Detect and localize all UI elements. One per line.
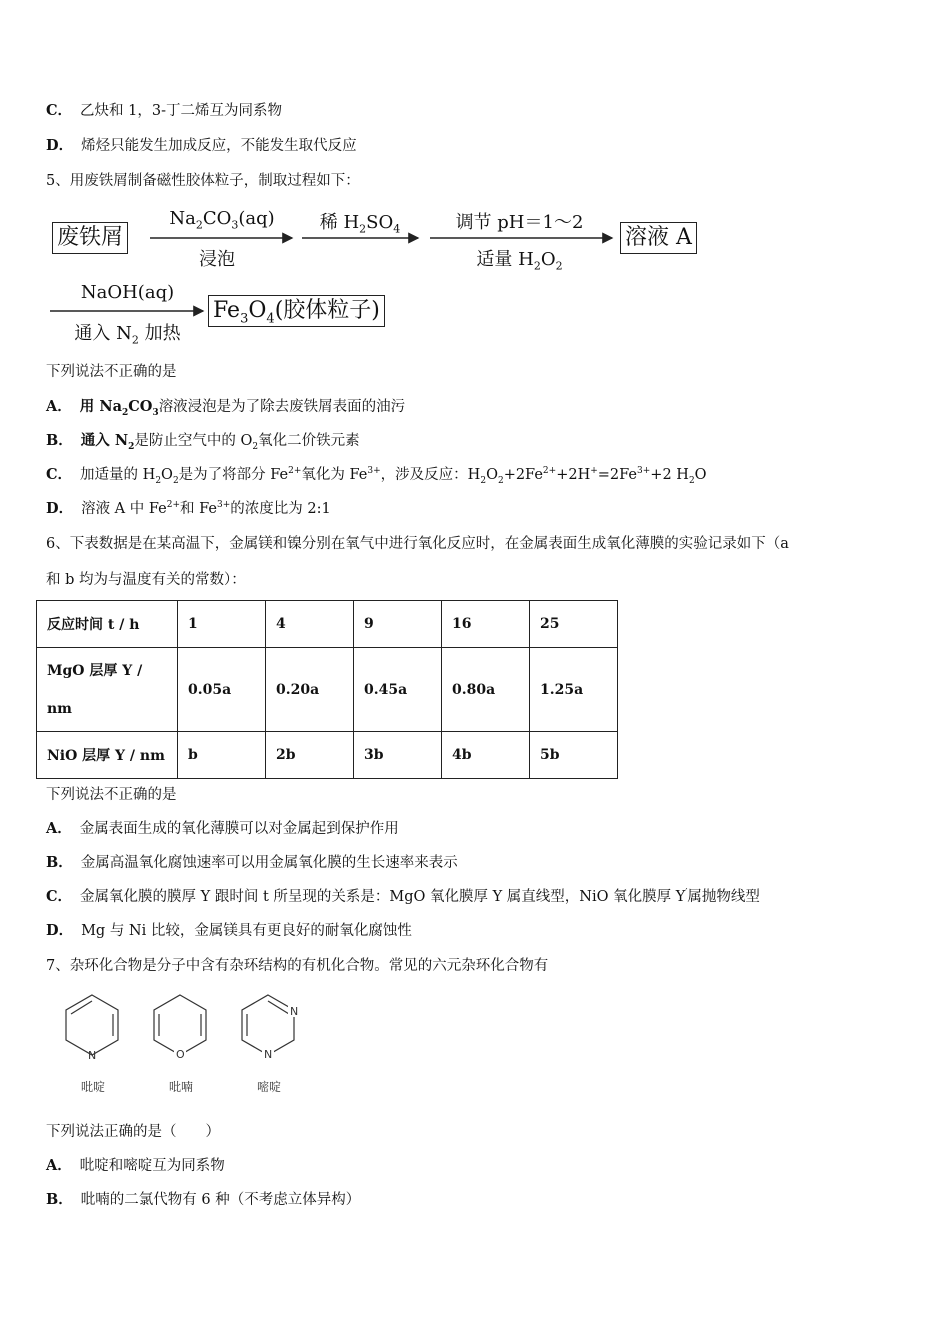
arrow2-top-label: 稀 $H_2SO_4$: [319, 212, 401, 236]
arrow3-top-label: 调节 pH＝1～2: [455, 212, 584, 233]
table-cell: 0.20a: [266, 648, 354, 732]
table-cell: 4b: [442, 732, 530, 779]
arrow3-bottom-label: 适量 $H_2O_2$: [476, 249, 563, 273]
question-6-stem-1: 6、下表数据是在某高温下，金属镁和镍分别在氧气中进行氧化反应时，在金属表面生成氧化薄膜的实验记录如下（a: [46, 536, 789, 552]
table-cell: b: [178, 732, 266, 779]
table-header-cell: 25: [530, 601, 618, 648]
q7-option-b: B． 吡喃的二氯代物有 6 种（不考虑立体异构）: [46, 1191, 361, 1208]
scheme-box-fe3o4: $Fe_3O_4$(胶体粒子): [208, 295, 385, 327]
table-header-cell: 4: [266, 601, 354, 648]
pyrimidine-n-atom-1: N: [290, 1005, 299, 1018]
table-header-cell: 1: [178, 601, 266, 648]
q5-option-b: B． 通入 $N_2$是防止空气中的 $O_2$氧化二价铁元素: [46, 432, 360, 452]
arrow1-bottom-label: 浸泡: [199, 249, 235, 270]
table-header-cell: 16: [442, 601, 530, 648]
q7-option-a: A． 吡啶和嘧啶互为同系物: [46, 1157, 225, 1174]
table-header-cell: 9: [354, 601, 442, 648]
table-cell: 2b: [266, 732, 354, 779]
table-cell: 1.25a: [530, 648, 618, 732]
pyran-o-atom: O: [176, 1048, 185, 1061]
scheme-arrows: [0, 0, 950, 360]
table-row-label: NiO 层厚 Y / nm: [37, 732, 178, 779]
q6-option-c: C． 金属氧化膜的膜厚 Y 跟时间 t 所呈现的关系是：MgO 氧化膜厚 Y 属直线型，NiO 氧化膜厚 Y′属抛物线型: [46, 888, 760, 905]
question-7-ask: 下列说法正确的是（ ）: [46, 1124, 220, 1140]
scheme-box-scrap-iron: 废铁屑: [52, 222, 128, 254]
pyran-label: 吡喃: [168, 1080, 193, 1094]
table-cell: 3b: [354, 732, 442, 779]
table-header-cell: 反应时间 t / h: [37, 601, 178, 648]
pyrimidine-structure: [242, 995, 294, 1055]
pyrimidine-label: 嘧啶: [256, 1080, 281, 1094]
oxide-thickness-table: [36, 600, 618, 779]
table-row: [37, 732, 618, 779]
table-cell: 0.45a: [354, 648, 442, 732]
arrow1-top-label: $Na_2CO_3(aq)$: [169, 208, 275, 232]
option-d-prev: D． 烯烃只能发生加成反应，不能发生取代反应: [46, 137, 357, 154]
table-cell: 0.05a: [178, 648, 266, 732]
question-7-stem: 7、杂环化合物是分子中含有杂环结构的有机化合物。常见的六元杂环化合物有: [46, 958, 549, 974]
q6-option-b: B． 金属高温氧化腐蚀速率可以用金属氧化膜的生长速率来表示: [46, 854, 458, 871]
pyridine-n-atom: N: [88, 1049, 97, 1062]
pyridine-label: 吡啶: [80, 1080, 105, 1094]
question-5-ask: 下列说法不正确的是: [46, 364, 177, 380]
arrow4-bottom-label: 通入 $N_2$ 加热: [74, 323, 181, 347]
question-6-stem-2: 和 b 均为与温度有关的常数）：: [46, 572, 246, 588]
option-c-prev: C． 乙炔和 1，3-丁二烯互为同系物: [46, 102, 283, 119]
table-header-row: [37, 601, 618, 648]
q5-option-a: A． 用 $Na_2CO_3$溶液浸泡是为了除去废铁屑表面的油污: [46, 398, 406, 418]
q5-option-d: D． 溶液 A 中 $Fe^{2+}$和 $Fe^{3+}$的浓度比为 2:1: [46, 500, 331, 517]
table-row: [37, 648, 618, 732]
q6-option-a: A． 金属表面生成的氧化薄膜可以对金属起到保护作用: [46, 820, 399, 837]
question-5-stem: 5、用废铁屑制备磁性胶体粒子，制取过程如下：: [46, 173, 360, 189]
q5-option-c: C． 加适量的 $H_2O_2$是为了将部分 $Fe^{2+}$氧化为 $Fe^{3+}$，涉及反应：$H_2O_2+2Fe^{2+}+2H^+=2Fe^{3+}+2$ $H_2O$: [46, 466, 707, 486]
heterocycle-structures: [0, 985, 950, 1105]
table-row-label: MgO 层厚 Y / nm: [37, 648, 178, 732]
question-6-ask: 下列说法不正确的是: [46, 787, 177, 803]
pyrimidine-n-atom-2: N: [264, 1048, 273, 1061]
table-cell: 0.80a: [442, 648, 530, 732]
table-cell: 5b: [530, 732, 618, 779]
pyran-structure: [154, 995, 206, 1055]
pyridine-structure: [66, 995, 118, 1055]
arrow4-top-label: NaOH(aq): [80, 282, 175, 303]
scheme-box-solution-a: 溶液 A: [620, 222, 697, 254]
q6-option-d: D． Mg 与 Ni 比较，金属镁具有更良好的耐氧化腐蚀性: [46, 922, 412, 939]
